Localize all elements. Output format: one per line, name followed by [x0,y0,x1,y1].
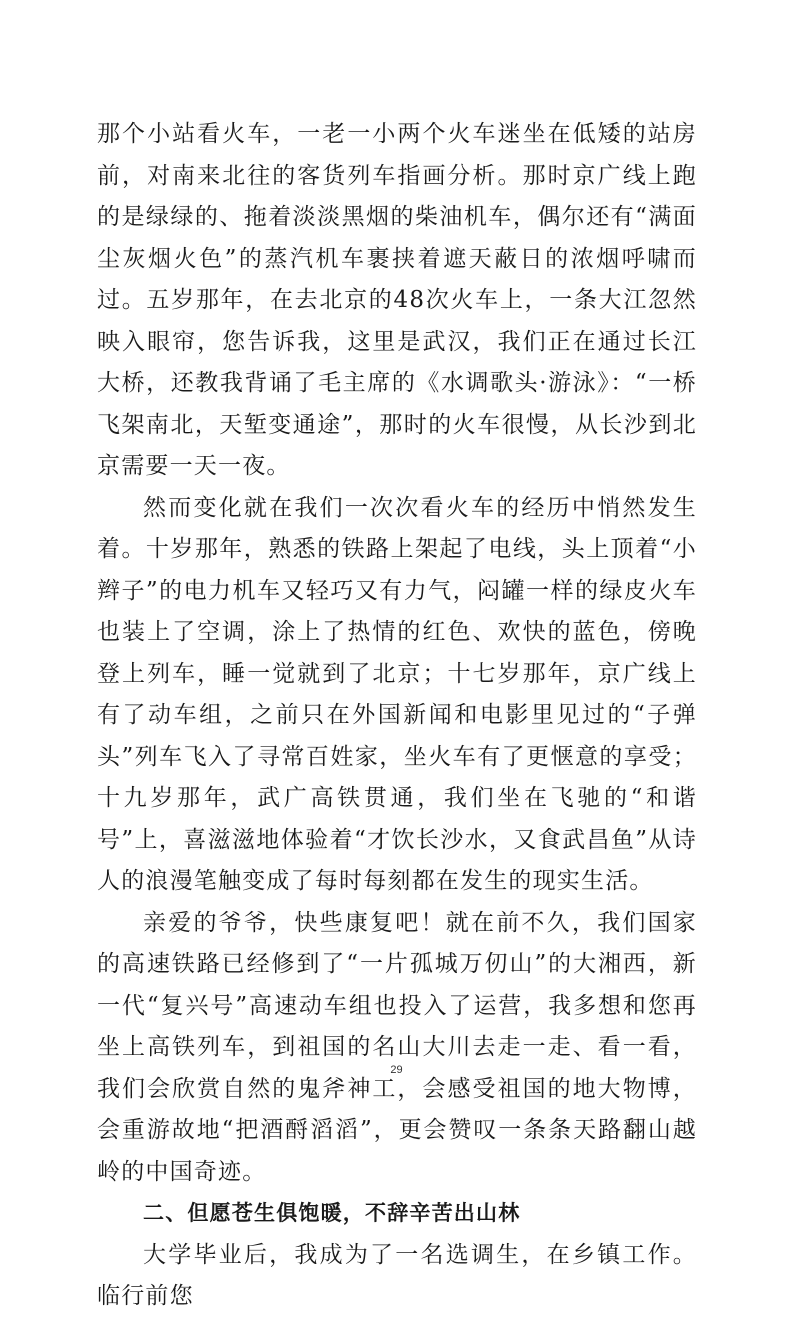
document-body [97,114,697,1318]
body-paragraph-4: 大学毕业后，我成为了一名选调生，在乡镇工作。临行前您 [97,1241,697,1309]
page-number: 29 [390,1064,403,1076]
section-heading: 二、但愿苍生俱饱暖，不辞辛苦出山林 [143,1201,521,1225]
body-paragraph-2: 然而变化就在我们一次次看火车的经历中悄然发生着。十岁那年，熟悉的铁路上架起了电线，头上顶着“小辫子”的电力机车又轻巧又有力气，闷罐一样的绿皮火车也装上了空调，涂上了热情的红色、欢快的蓝色，傍晚登上列车，睡一觉就到了北京；十七岁那年，京广线上有了动车组，之前只在外国新闻和电影里见过的“子弹头”列车飞入了寻常百姓家，坐火车有了更惬意的享受；十九岁那年，武广高铁贯通，我们坐在飞驰的“和谐号”上，喜滋滋地体验着“才饮长沙水，又食武昌鱼”从诗人的浪漫笔触变成了每时每刻都在发生的现实生活。 [97,494,697,894]
body-paragraph-3: 亲爱的爷爷，快些康复吧！就在前不久，我们国家的高速铁路已经修到了“一片孤城万仞山”的大湘西，新一代“复兴号”高速动车组也投入了运营，我多想和您再坐上高铁列车，到祖国的名山大川去走一走、看一看，我们会欣赏自然的鬼斧神工，会感受祖国的地大物博，会重游故地“把酒酹滔滔”，更会赞叹一条条天路翻山越岭的中国奇迹。 [97,909,697,1185]
body-paragraph-1: 那个小站看火车，一老一小两个火车迷坐在低矮的站房前，对南来北往的客货列车指画分析。那时京广线上跑的是绿绿的、拖着淡淡黑烟的柴油机车，偶尔还有“满面尘灰烟火色”的蒸汽机车裹挟着遮天蔽日的浓烟呼啸而过。五岁那年，在去北京的48次火车上，一条大江忽然映入眼帘，您告诉我，这里是武汉，我们正在通过长江大桥，还教我背诵了毛主席的《水调歌头·游泳》：“一桥飞架南北，天堑变通途”，那时的火车很慢，从长沙到北京需要一天一夜。 [97,121,697,479]
